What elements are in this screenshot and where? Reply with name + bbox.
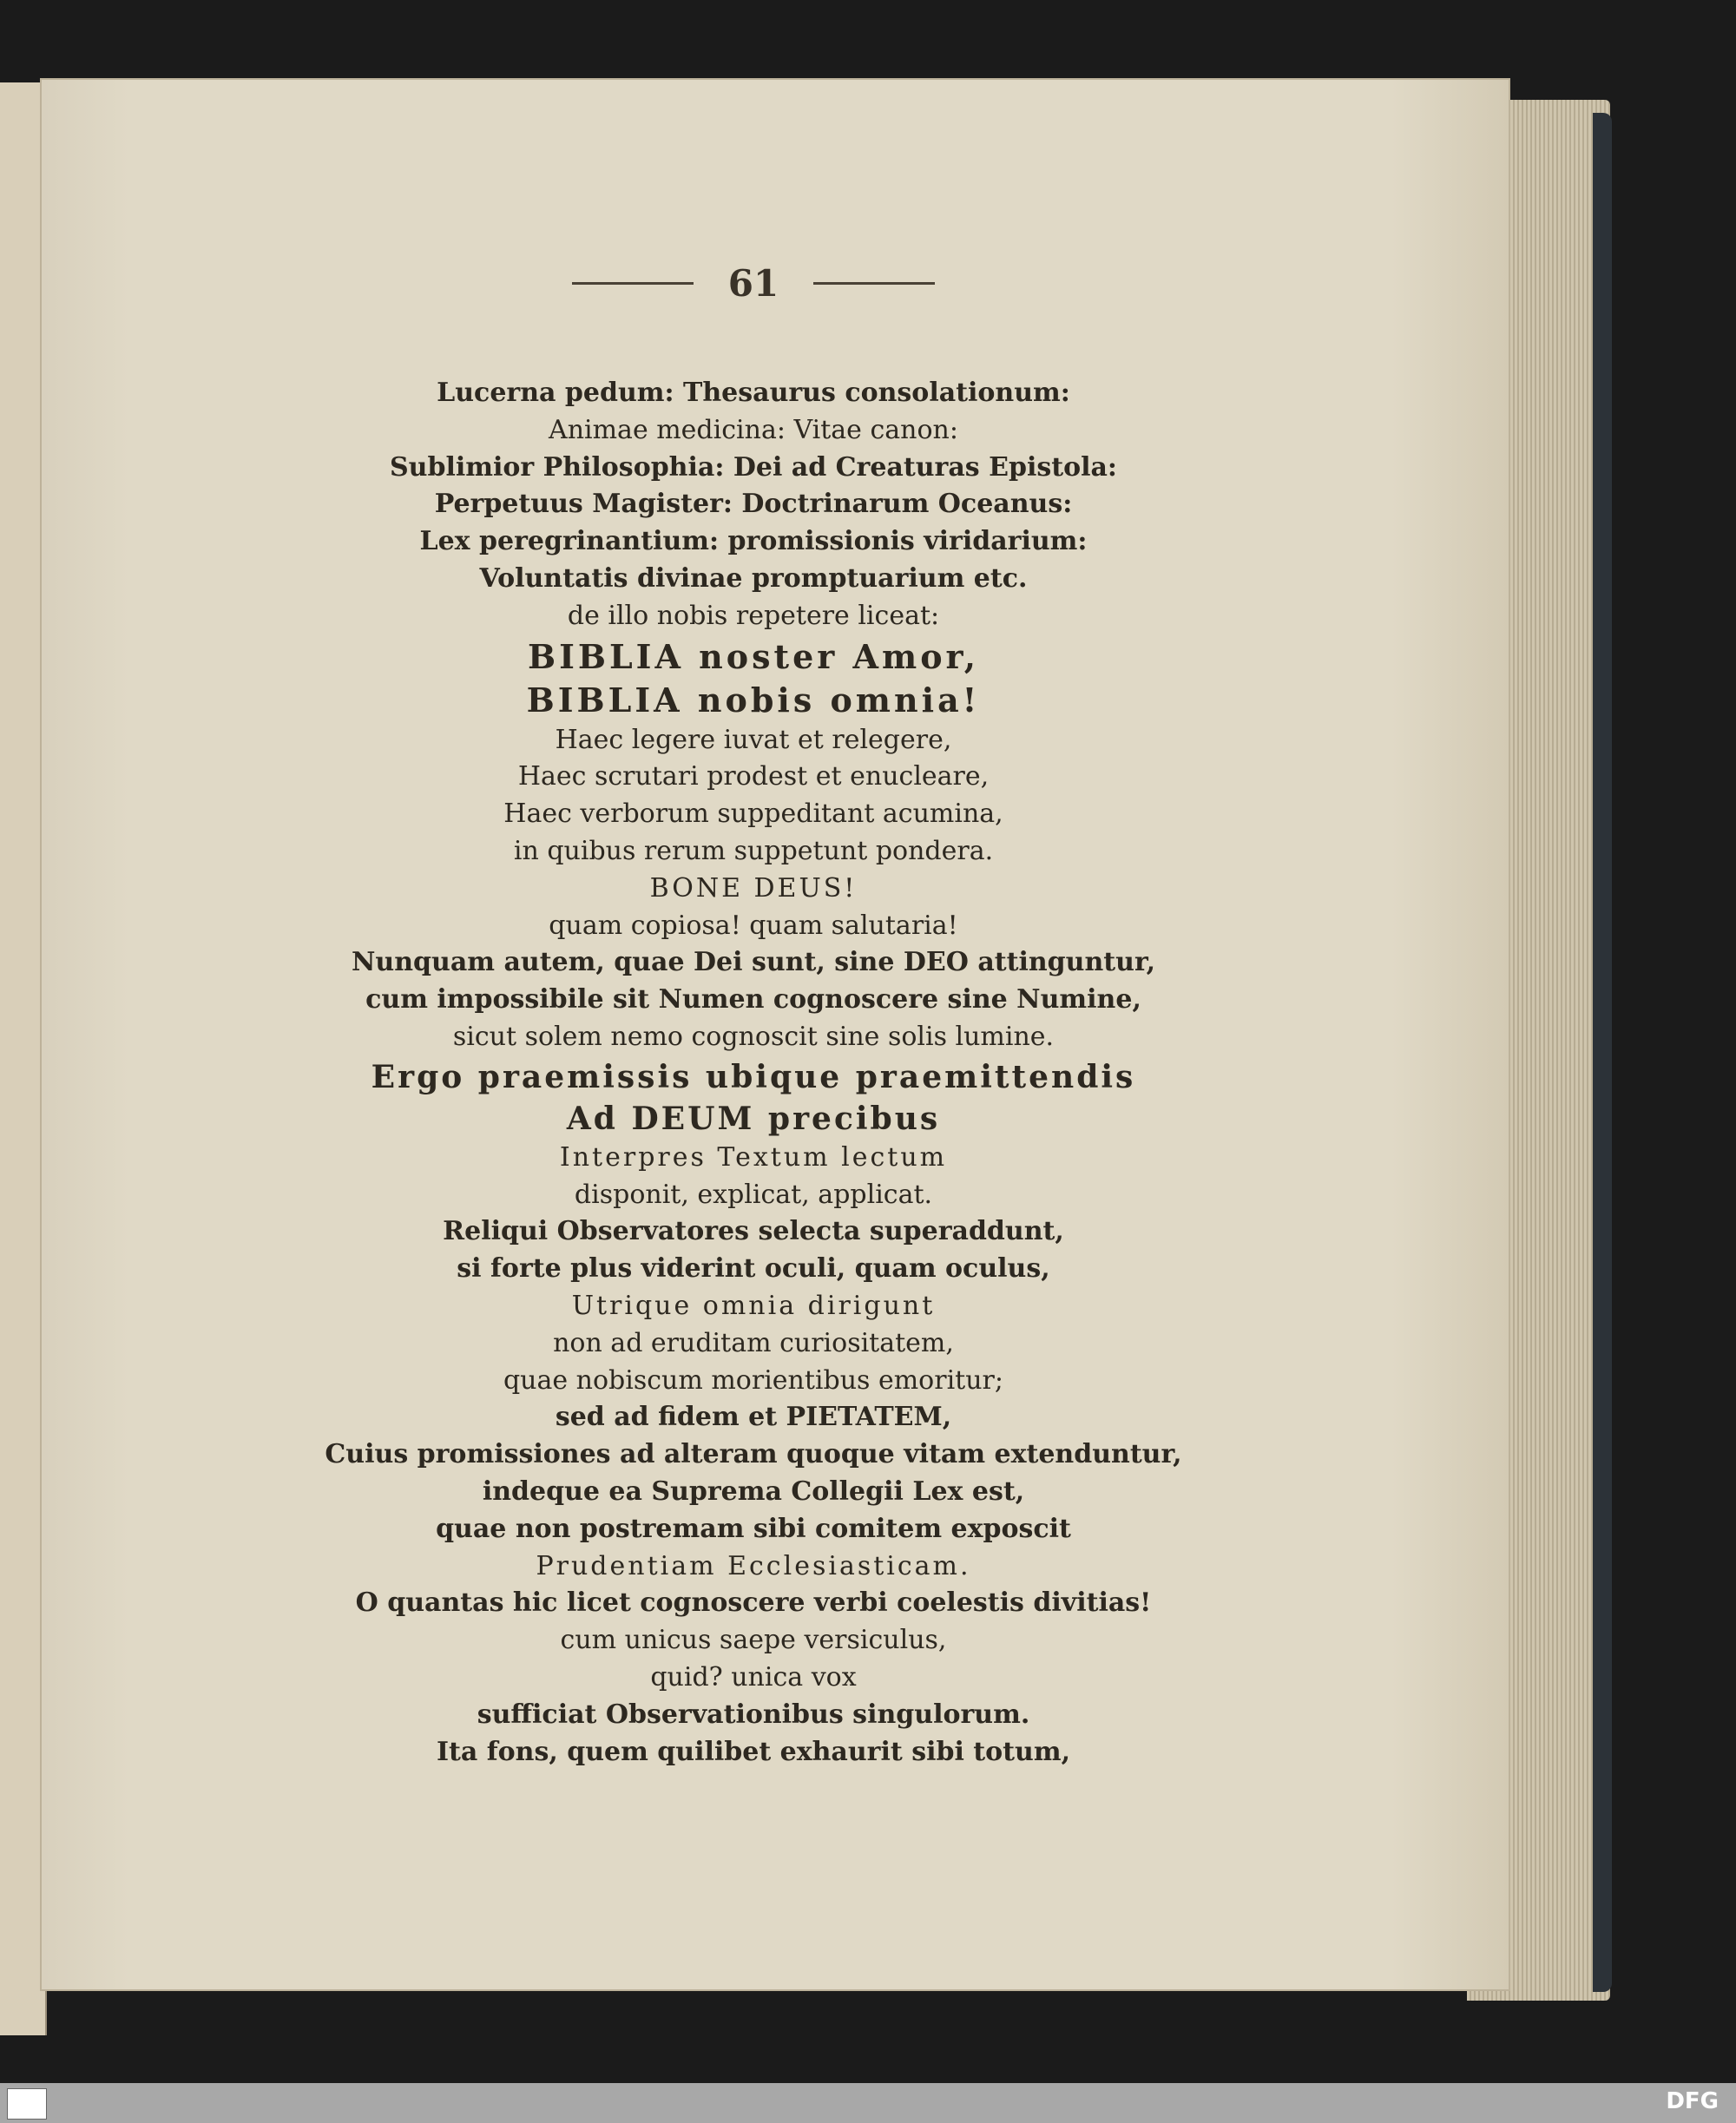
library-logo-icon xyxy=(7,2088,47,2120)
text-line: Haec verborum suppeditant acumina, xyxy=(503,799,1003,830)
text-line: cum unicus saepe versiculus, xyxy=(560,1625,947,1656)
text-line: Voluntatis divinae promptuarium etc. xyxy=(479,562,1028,594)
text-line: quid? unica vox xyxy=(650,1661,857,1692)
text-line: BIBLIA nobis omnia! xyxy=(526,680,981,720)
text-line: quae nobiscum morientibus emoritur; xyxy=(503,1364,1004,1396)
text-line: si forte plus viderint oculi, quam oculus, xyxy=(457,1253,1050,1285)
text-line: quae non postremam sibi comitem exposcit xyxy=(436,1513,1071,1544)
header-rule-right xyxy=(813,282,935,285)
text-line: cum impossibile sit Numen cognoscere sine Numine, xyxy=(365,984,1141,1015)
text-line: sicut solem nemo cognoscit sine solis lumine. xyxy=(452,1021,1055,1052)
header-rule-left xyxy=(572,282,694,285)
text-line: sufficiat Observationibus singulorum. xyxy=(477,1699,1030,1730)
page-number: 61 xyxy=(727,262,779,305)
text-line: Haec legere iuvat et relegere, xyxy=(555,724,952,755)
text-line: Nunquam autem, quae Dei sunt, sine DEO attinguntur, xyxy=(351,947,1156,978)
text-line: BIBLIA noster Amor, xyxy=(527,636,980,676)
text-line: Lex peregrinantium: promissionis viridarium: xyxy=(419,526,1088,557)
text-line: Ergo praemissis ubique praemittendis xyxy=(371,1058,1136,1095)
text-line: Perpetuus Magister: Doctrinarum Oceanus: xyxy=(434,489,1073,520)
viewer-footer-bar xyxy=(0,2083,1736,2123)
text-line: BONE DEUS! xyxy=(649,872,858,904)
text-line: Haec scrutari prodest et enucleare, xyxy=(517,761,990,792)
text-line: Prudentiam Ecclesiasticam. xyxy=(536,1550,971,1581)
text-line: in quibus rerum suppetunt pondera. xyxy=(513,835,994,866)
text-line: Lucerna pedum: Thesaurus consolationum: xyxy=(437,378,1070,408)
text-line: O quantas hic licet cognoscere verbi coelestis divitias! xyxy=(355,1587,1152,1619)
page-text xyxy=(42,375,1465,1771)
text-line: Animae medicina: Vitae canon: xyxy=(549,414,958,445)
left-page-edge xyxy=(0,82,47,2035)
text-line: indeque ea Suprema Collegii Lex est, xyxy=(482,1476,1025,1507)
book-page xyxy=(42,80,1509,1989)
text-line: de illo nobis repetere liceat: xyxy=(567,600,940,631)
text-line: Ita fons, quem quilibet exhaurit sibi totum, xyxy=(436,1736,1071,1767)
text-line: Utrique omnia dirigunt xyxy=(571,1290,936,1321)
text-line: sed ad fidem et PIETATEM, xyxy=(555,1402,952,1433)
text-line: quam copiosa! quam salutaria! xyxy=(549,910,958,941)
text-line: Reliqui Observatores selecta superaddunt, xyxy=(443,1216,1064,1247)
text-line: non ad eruditam curiositatem, xyxy=(553,1327,954,1358)
text-line: Sublimior Philosophia: Dei ad Creaturas Epistola: xyxy=(389,451,1118,483)
text-line: disponit, explicat, applicat. xyxy=(574,1179,933,1210)
book-cover xyxy=(1593,113,1612,1992)
dfg-logo: DFG xyxy=(1666,2088,1719,2114)
text-line: Interpres Textum lectum xyxy=(559,1141,948,1173)
text-line: Ad DEUM precibus xyxy=(566,1100,941,1137)
text-line: Cuius promissiones ad alteram quoque vitam extenduntur, xyxy=(325,1439,1182,1470)
page-header xyxy=(42,262,1465,305)
